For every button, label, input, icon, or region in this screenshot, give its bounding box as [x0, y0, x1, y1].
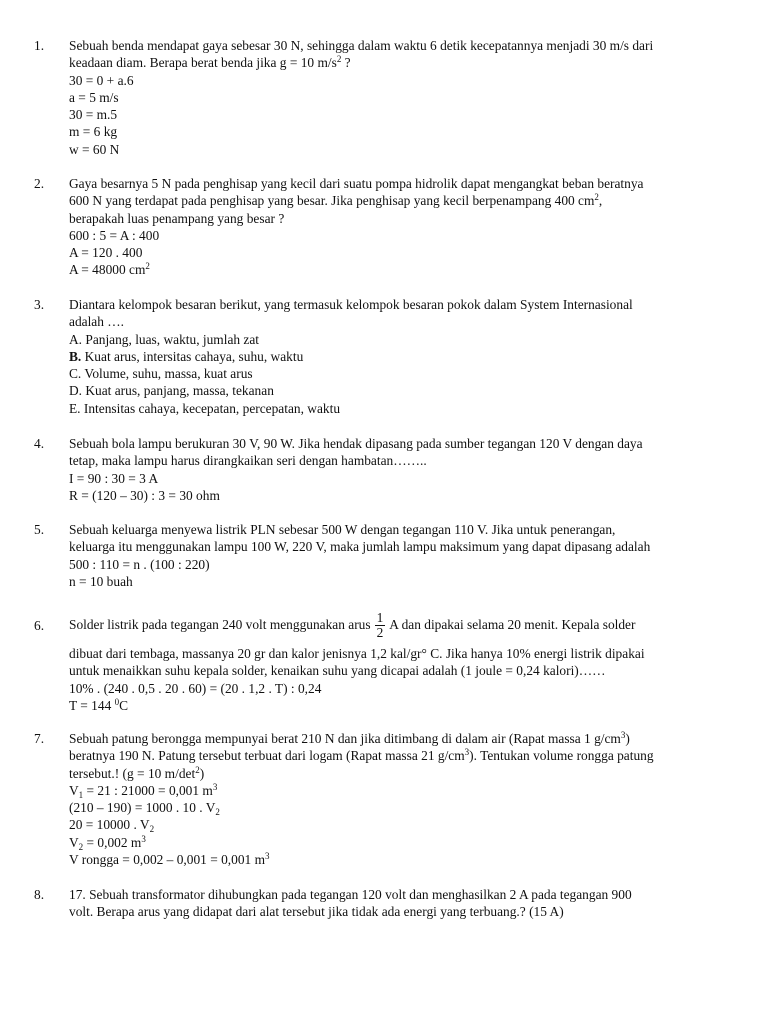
answer-line: 500 : 110 = n . (100 : 220) [69, 556, 210, 572]
answer-line [69, 261, 739, 278]
question-body [69, 435, 739, 504]
answer-line: 30 = 0 + a.6 [69, 72, 134, 88]
answer-line [69, 816, 739, 833]
text-run: tersebut.! (g = 10 m/det [69, 765, 196, 781]
text-run: T = 144 [69, 697, 115, 713]
text-run: = 21 : 21000 = 0,001 m [83, 782, 213, 798]
answer-line: R = (120 – 30) : 3 = 30 ohm [69, 487, 220, 503]
superscript: 2 [594, 192, 599, 203]
text-run: 600 N yang terdapat pada penghisap yang besar. Jika penghisap yang kecil berpenampang 400 cm [69, 193, 595, 209]
question-text: Gaya besarnya 5 N pada penghisap yang kecil dari suatu pompa hidrolik dapat mengangkat beban beratnya [69, 176, 644, 191]
question-text: untuk menaikkan suhu kepala solder, kenaikan suhu yang dicapai adalah (1 joule = 0,24 kalori)…… [69, 663, 606, 679]
question-text: Diantara kelompok besaran berikut, yang termasuk kelompok besaran pokok dalam System Internasional [69, 297, 633, 312]
subscript: 2 [78, 841, 84, 852]
text-run: 20 = 10000 . V [69, 817, 150, 833]
answer-line: 600 : 5 = A : 400 [69, 227, 160, 243]
text-run: ). Tentukan volume rongga patung [469, 748, 654, 764]
question-number: 3. [34, 297, 45, 312]
subscript: 2 [215, 807, 220, 818]
question-number: 7. [34, 731, 45, 746]
answer-line: n = 10 buah [69, 573, 133, 589]
question-text [69, 765, 739, 782]
text-run: ) [199, 765, 205, 781]
question-body [69, 730, 739, 868]
question-text: dibuat dari tembaga, massanya 20 gr dan kalor jenisnya 1,2 kal/gr° C. Jika hanya 10% energi listrik dipakai [69, 646, 645, 661]
answer-line [69, 697, 739, 714]
text-run: V [69, 834, 79, 850]
superscript: 0 [114, 696, 120, 707]
text-run: beratnya 190 N. Patung tersebut terbuat dari logam (Rapat massa 21 g/cm [69, 748, 465, 764]
text-run: V [69, 782, 79, 798]
question-number: 4. [34, 436, 45, 451]
answer-line: a = 5 m/s [69, 89, 119, 105]
question-text: tetap, maka lampu harus dirangkaikan seri dengan hambatan…….. [69, 453, 427, 469]
subscript: 1 [78, 789, 84, 800]
superscript: 3 [141, 833, 146, 844]
text-run: Sebuah patung berongga mempunyai berat 210 N dan jika ditimbang di dalam air (Rapat massa 1 g/cm [69, 731, 621, 746]
text-run: keadaan diam. Berapa berat benda jika g = 10 m/s [69, 55, 337, 71]
option-d: D. Kuat arus, panjang, massa, tekanan [69, 383, 274, 399]
answer-line: 30 = m.5 [69, 107, 118, 123]
question-text: 17. Sebuah transformator dihubungkan pada tegangan 120 volt dan menghasilkan 2 A pada tegangan 900 [69, 887, 632, 902]
superscript: 3 [620, 730, 626, 740]
question-text: volt. Berapa arus yang didapat dari alat tersebut jika tidak ada energi yang terbuang.? (15 A) [69, 904, 564, 920]
text-run: ? [341, 55, 351, 71]
text-run: (210 – 190) = 1000 . 10 . V [69, 800, 216, 816]
question-text [69, 605, 739, 645]
answer-line: A = 120 . 400 [69, 245, 143, 261]
question-text [69, 730, 739, 747]
fraction-one-half [375, 611, 386, 640]
text-run: ) [625, 731, 630, 746]
text-run: , [598, 193, 603, 209]
question-text [69, 192, 739, 209]
option-a: A. Panjang, luas, waktu, jumlah zat [69, 331, 260, 347]
question-body [69, 605, 739, 714]
superscript: 3 [265, 851, 270, 862]
question-number: 2. [34, 176, 45, 191]
superscript: 3 [464, 747, 470, 758]
question-body [69, 37, 739, 158]
question-text: berapakah luas penampang yang besar ? [69, 210, 285, 226]
text-run: A dan dipakai selama 20 menit. Kepala solder [389, 617, 636, 632]
text-run: C [119, 697, 129, 713]
answer-line [69, 799, 739, 816]
question-number: 1. [34, 38, 45, 53]
answer-line [69, 851, 739, 868]
superscript: 2 [195, 764, 200, 775]
question-number: 6. [34, 618, 45, 633]
option-letter: B. [69, 348, 82, 364]
question-number: 8. [34, 887, 45, 902]
option-e: E. Intensitas cahaya, kecepatan, percepatan, waktu [69, 400, 341, 416]
question-text [69, 54, 739, 71]
answer-line: 10% . (240 . 0,5 . 20 . 60) = (20 . 1,2 . T) : 0,24 [69, 680, 322, 696]
question-body [69, 886, 739, 921]
question-text: Sebuah benda mendapat gaya sebesar 30 N, sehingga dalam waktu 6 detik kecepatannya menjadi 30 m/s dari [69, 38, 654, 53]
question-text: keluarga itu menggunakan lampu 100 W, 220 V, maka jumlah lampu maksimum yang dapat dipasang adalah [69, 539, 651, 555]
answer-line [69, 782, 739, 799]
question-text [69, 747, 739, 764]
text-run: V rongga = 0,002 – 0,001 = 0,001 m [69, 852, 265, 868]
answer-line: m = 6 kg [69, 124, 118, 140]
question-text: Sebuah keluarga menyewa listrik PLN sebesar 500 W dengan tegangan 110 V. Jika untuk penerangan, [69, 522, 616, 537]
superscript: 2 [336, 54, 342, 65]
question-number: 5. [34, 522, 45, 537]
question-text: adalah …. [69, 314, 125, 330]
option-c: C. Volume, suhu, massa, kuat arus [69, 366, 253, 382]
subscript: 2 [149, 824, 155, 835]
text-run: Solder listrik pada tegangan 240 volt menggunakan arus [69, 617, 371, 632]
answer-line: I = 90 : 30 = 3 A [69, 470, 159, 486]
text-run: A = 48000 cm [69, 262, 146, 278]
option-b [69, 348, 739, 365]
text-run: Kuat arus, intersitas cahaya, suhu, waktu [81, 348, 304, 364]
question-body [69, 296, 739, 417]
fraction-denominator: 2 [376, 625, 384, 641]
answer-line [69, 834, 739, 851]
superscript: 3 [212, 781, 218, 792]
question-body [69, 175, 739, 279]
superscript: 2 [145, 261, 150, 272]
question-text: Sebuah bola lampu berukuran 30 V, 90 W. Jika hendak dipasang pada sumber tegangan 120 V dengan daya [69, 436, 643, 451]
question-body [69, 521, 739, 590]
fraction-numerator: 1 [376, 610, 384, 626]
text-run: = 0,002 m [83, 834, 142, 850]
answer-line: w = 60 N [69, 141, 120, 157]
